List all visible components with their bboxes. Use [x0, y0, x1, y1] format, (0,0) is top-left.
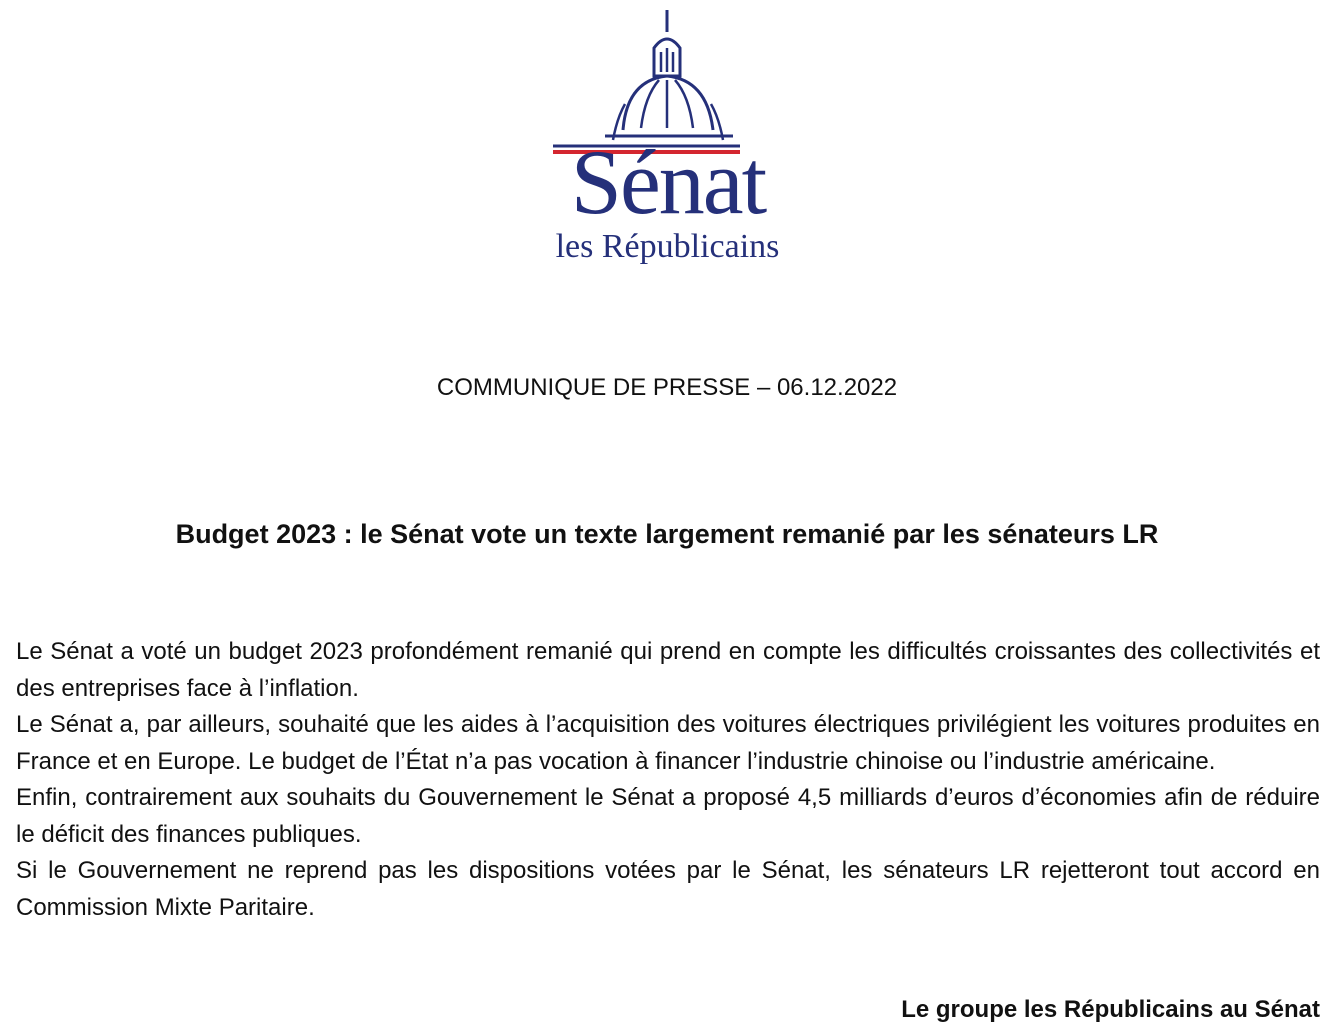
signature: Le groupe les Républicains au Sénat [901, 996, 1320, 1023]
body-text [16, 634, 1320, 926]
paragraph: Le Sénat a, par ailleurs, souhaité que les aides à l’acquisition des voitures électriques privilégient les voitures produites en France et en Europe. Le budget de l’État n’a pas vocation à financer l’industrie chinoise ou l’industrie américaine. [16, 711, 1320, 775]
logo-subtitle: les Républicains [555, 228, 780, 265]
paragraph: Le Sénat a voté un budget 2023 profondément remanié qui prend en compte les difficultés croissantes des collectivités et des entreprises face à l’inflation. [16, 638, 1320, 702]
press-release-date-line: COMMUNIQUE DE PRESSE – 06.12.2022 [436, 374, 898, 401]
page-title: Budget 2023 : le Sénat vote un texte largement remanié par les sénateurs LR [175, 519, 1159, 549]
logo-wordmark: Sénat [570, 131, 766, 233]
senat-logo [535, 8, 800, 270]
paragraph: Si le Gouvernement ne reprend pas les dispositions votées par le Sénat, les sénateurs LR rejetteront tout accord en Commission Mixte Paritaire. [16, 857, 1320, 921]
paragraph: Enfin, contrairement aux souhaits du Gouvernement le Sénat a proposé 4,5 milliards d’euros d’économies afin de réduire le déficit des finances publiques. [16, 784, 1320, 848]
